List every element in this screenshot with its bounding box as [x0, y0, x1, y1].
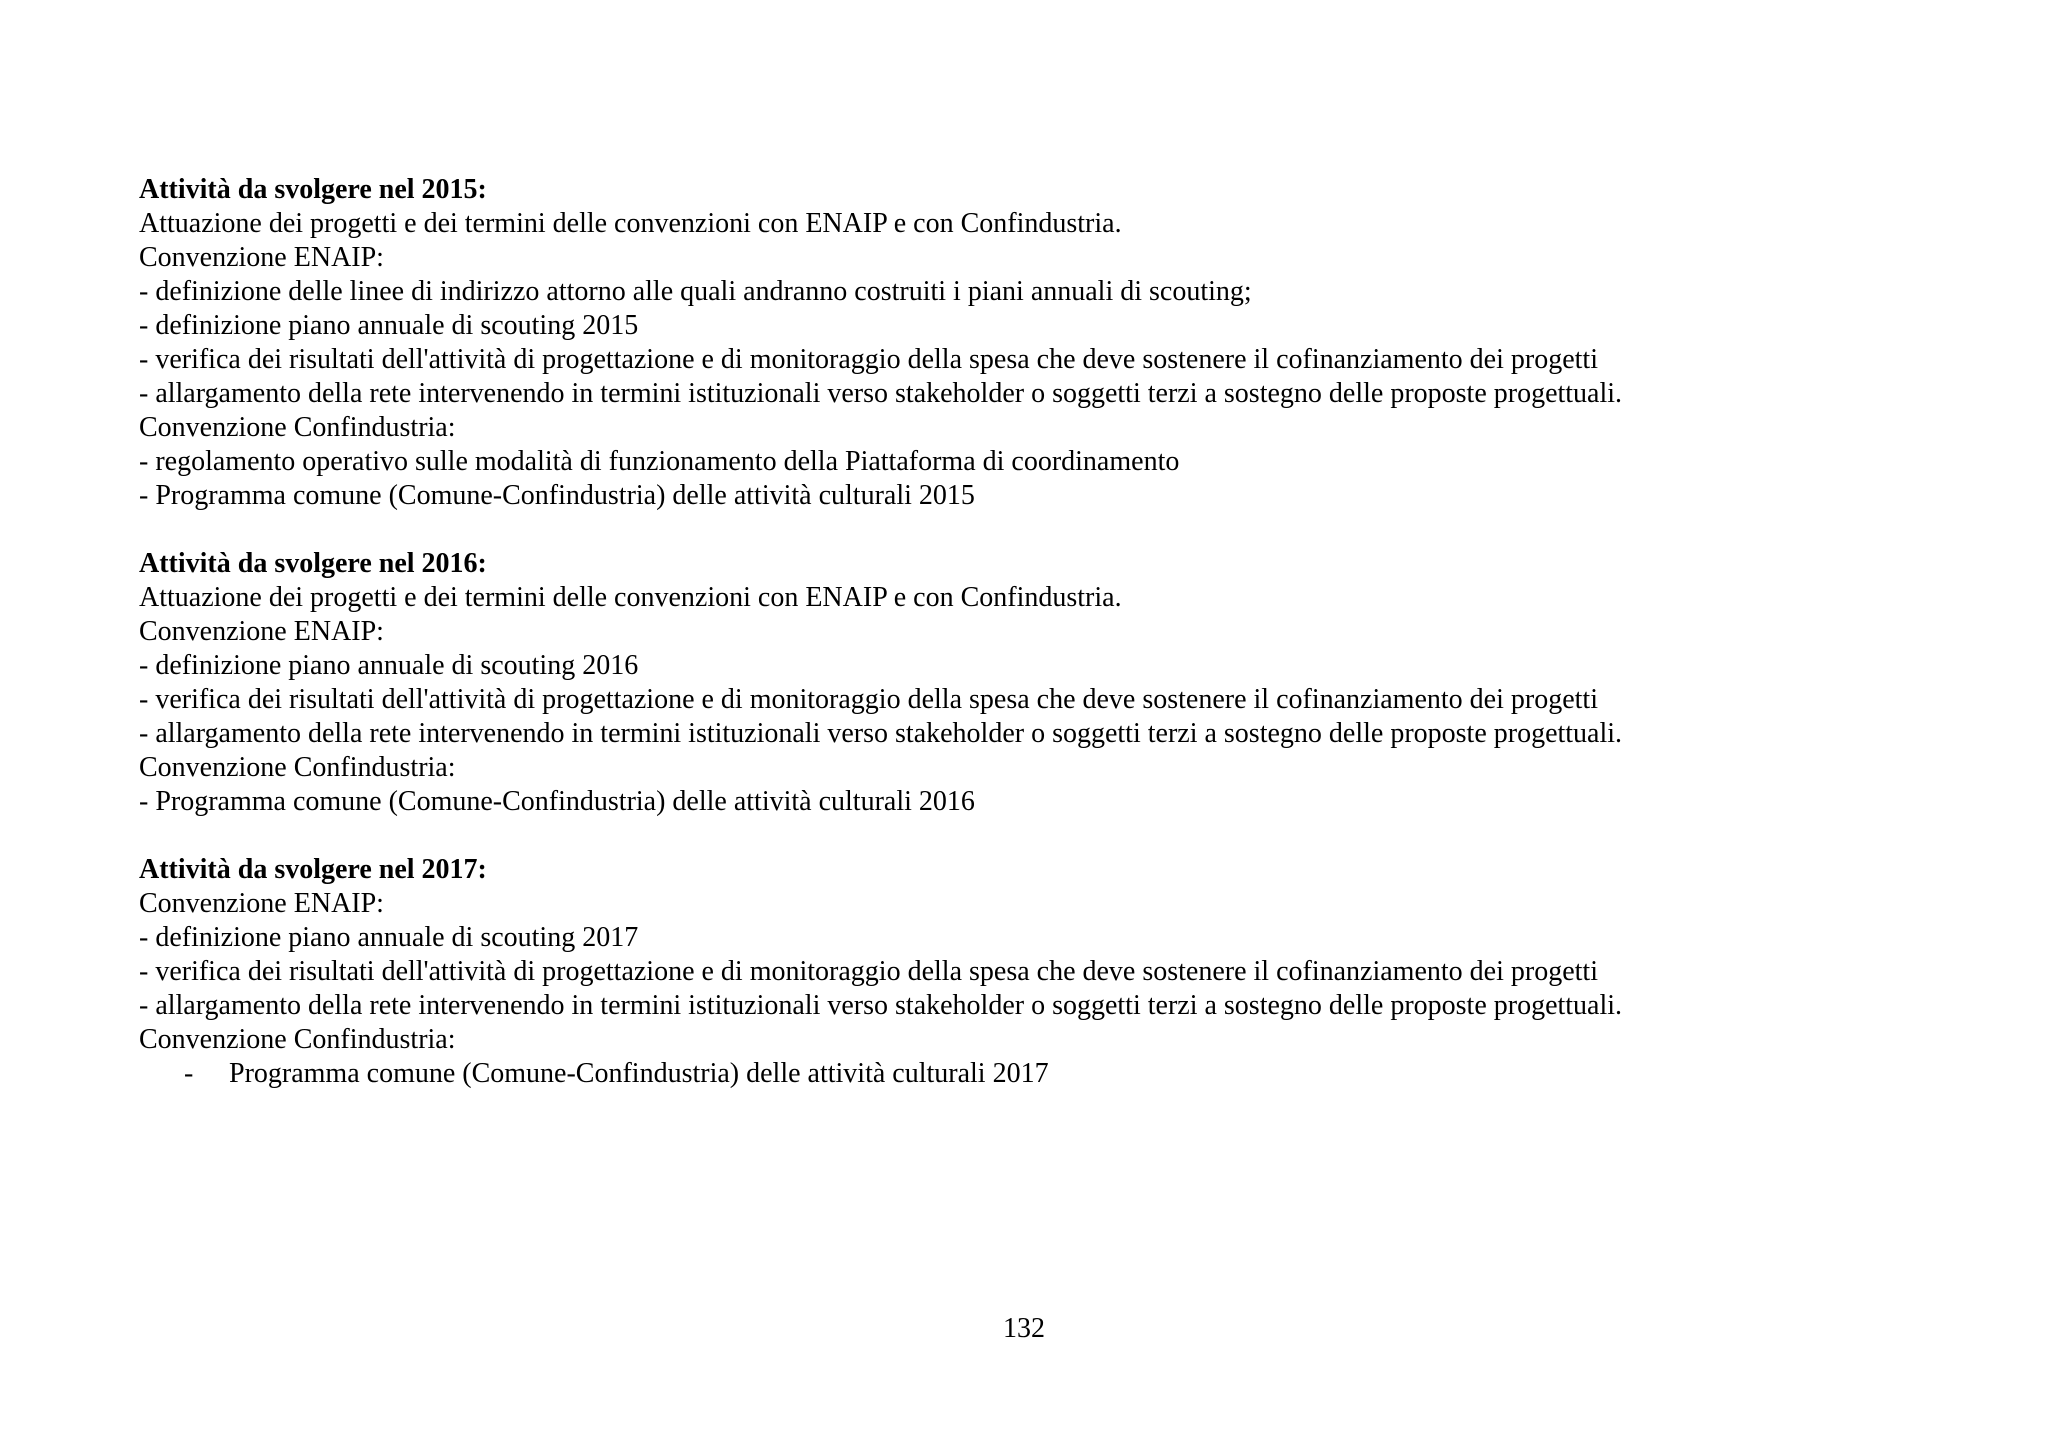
text-line: - Programma comune (Comune-Confindustria) delle attività culturali 2016: [139, 786, 975, 817]
text-line: - allargamento della rete intervenendo in termini istituzionali verso stakeholder o soggetti terzi a sostegno delle proposte progettuali.: [139, 378, 1623, 409]
text-line: - verifica dei risultati dell'attività di progettazione e di monitoraggio della spesa che deve sostenere il cofinanziamento dei progetti: [139, 684, 1598, 715]
text-line: - verifica dei risultati dell'attività di progettazione e di monitoraggio della spesa che deve sostenere il cofinanziamento dei progetti: [139, 344, 1598, 375]
text-line: Convenzione ENAIP:: [139, 888, 384, 919]
text-line: Convenzione Confindustria:: [139, 1024, 456, 1055]
section-heading: Attività da svolgere nel 2015:: [139, 174, 487, 205]
text-line: - definizione delle linee di indirizzo attorno alle quali andranno costruiti i piani annuali di scouting;: [139, 276, 1252, 307]
page-content: [139, 173, 1939, 1091]
section-2015: [139, 173, 1939, 513]
text-line: Convenzione ENAIP:: [139, 616, 384, 647]
list-item-text: Programma comune (Comune-Confindustria) delle attività culturali 2017: [229, 1058, 1049, 1089]
text-line: - definizione piano annuale di scouting 2017: [139, 922, 639, 953]
list-marker: -: [184, 1058, 194, 1089]
text-line: - definizione piano annuale di scouting 2015: [139, 310, 639, 341]
text-line: Attuazione dei progetti e dei termini delle convenzioni con ENAIP e con Confindustria.: [139, 208, 1122, 239]
text-line: Convenzione Confindustria:: [139, 412, 456, 443]
section-heading: Attività da svolgere nel 2016:: [139, 548, 487, 579]
text-line: Attuazione dei progetti e dei termini delle convenzioni con ENAIP e con Confindustria.: [139, 582, 1122, 613]
text-line: - Programma comune (Comune-Confindustria) delle attività culturali 2015: [139, 480, 975, 511]
list-item: [139, 1057, 1939, 1091]
page-number: 132: [1003, 1313, 1045, 1344]
text-line: - allargamento della rete intervenendo in termini istituzionali verso stakeholder o soggetti terzi a sostegno delle proposte progettuali.: [139, 990, 1623, 1021]
text-line: Convenzione ENAIP:: [139, 242, 384, 273]
text-line: - verifica dei risultati dell'attività di progettazione e di monitoraggio della spesa che deve sostenere il cofinanziamento dei progetti: [139, 956, 1598, 987]
text-line: - allargamento della rete intervenendo in termini istituzionali verso stakeholder o soggetti terzi a sostegno delle proposte progettuali.: [139, 718, 1623, 749]
text-line: Convenzione Confindustria:: [139, 752, 456, 783]
section-2017: [139, 853, 1939, 1091]
text-line: - definizione piano annuale di scouting 2016: [139, 650, 639, 681]
section-2016: [139, 547, 1939, 819]
text-line: - regolamento operativo sulle modalità di funzionamento della Piattaforma di coordinamento: [139, 446, 1180, 477]
section-heading: Attività da svolgere nel 2017:: [139, 854, 487, 885]
